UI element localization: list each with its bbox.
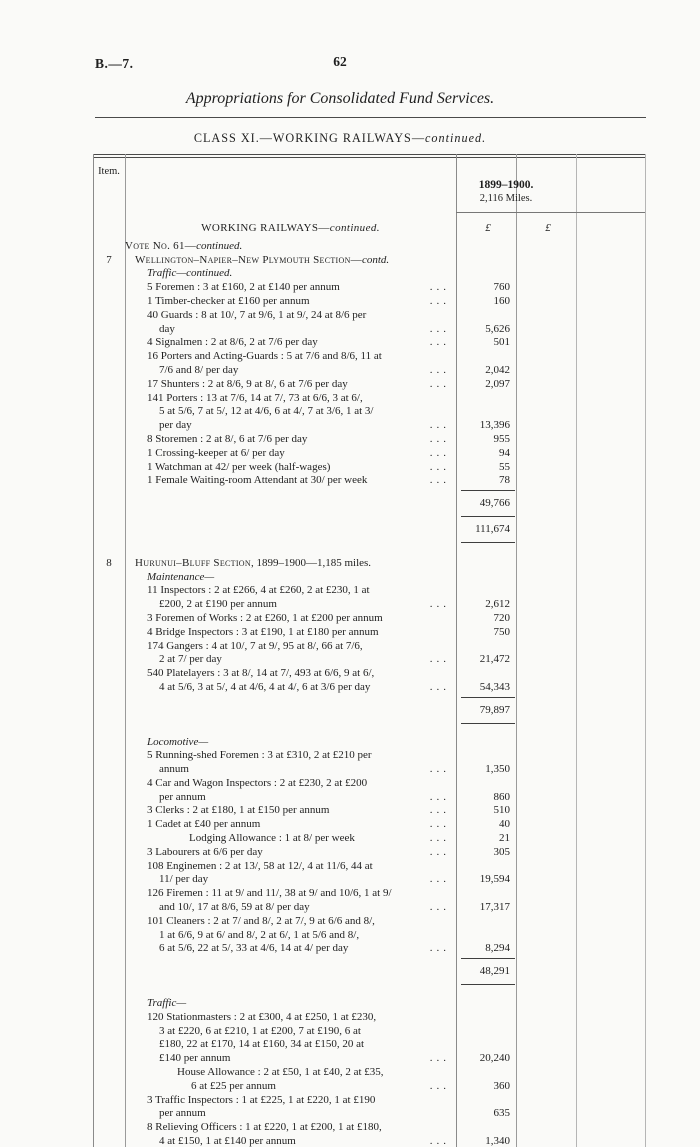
- description-line: [125, 791, 456, 805]
- table-row-entry: [93, 860, 645, 888]
- description-line: [125, 640, 456, 654]
- entry-text: 3 Labourers at 6/6 per day: [147, 845, 263, 858]
- description-cell: [125, 667, 458, 695]
- amount-value: 860: [493, 790, 510, 803]
- table-row-entry: [93, 1121, 645, 1147]
- description-line: [125, 378, 456, 392]
- description-cell: [125, 818, 458, 832]
- table-row-heading: [93, 222, 645, 236]
- description-cell: [125, 557, 458, 571]
- table-row-entry: [93, 846, 645, 860]
- description-line: [125, 681, 456, 695]
- description-cell: [125, 860, 458, 888]
- entry-text: 174 Gangers : 4 at 10/, 7 at 9/, 95 at 8/, 66 at 7/6,: [147, 639, 363, 652]
- table-row-entry: [93, 1066, 645, 1094]
- description-line: [125, 626, 456, 640]
- subtotal-rule: [461, 697, 515, 698]
- entry-text: 5 Foremen : 3 at £160, 2 at £140 per annum: [147, 281, 340, 294]
- description-line: [125, 254, 456, 268]
- row-gap: [93, 545, 645, 557]
- table-top-rule-2: [93, 157, 645, 158]
- dot-leader: ...: [429, 432, 450, 445]
- description-cell: [125, 887, 458, 915]
- description-line: [125, 267, 456, 281]
- description-line: [125, 1107, 456, 1121]
- description-line: [125, 942, 456, 956]
- period-header: 1899–1900.: [478, 179, 534, 191]
- amount-value: 360: [493, 1079, 510, 1092]
- amount-value: 49,766: [479, 497, 510, 510]
- entry-text: 1 Female Waiting-room Attendant at 30/ per week: [147, 474, 368, 487]
- description-line: [125, 667, 456, 681]
- dot-leader: ...: [429, 1079, 450, 1092]
- table-row-plain: [93, 997, 645, 1011]
- description-cell: [125, 1011, 458, 1066]
- dot-leader: ...: [429, 377, 450, 390]
- description-line: [125, 392, 456, 406]
- description-line: [125, 804, 456, 818]
- subtotal-rule: [461, 723, 515, 724]
- entry-text: per annum: [159, 1107, 206, 1120]
- description-line: [125, 281, 456, 295]
- entry-text: 1 Crossing-keeper at 6/ per day: [147, 446, 285, 459]
- description-cell: [125, 222, 458, 236]
- entry-text: per day: [159, 419, 192, 432]
- description-line: [125, 1135, 456, 1147]
- document-title: Appropriations for Consolidated Fund Services.: [185, 90, 495, 107]
- entry-text: 2 at 7/ per day: [159, 653, 222, 666]
- amount-value: 13,396: [479, 419, 510, 432]
- entry-text: 101 Cleaners : 2 at 7/ and 8/, 2 at 7/, 9 at 6/6 and 8/,: [147, 914, 375, 927]
- description-cell: [125, 584, 458, 612]
- description-cell: [125, 281, 458, 295]
- description-line: [125, 873, 456, 887]
- amount-value: 955: [493, 432, 510, 445]
- entry-text: 1 Watchman at 42/ per week (half-wages): [147, 460, 331, 473]
- description-line: [125, 1121, 456, 1135]
- table-row-entry: [93, 612, 645, 626]
- description-line: [125, 364, 456, 378]
- description-line: [125, 1066, 456, 1080]
- entry-text: 8 Storemen : 2 at 8/, 6 at 7/6 per day: [147, 432, 308, 445]
- description-cell: [125, 461, 458, 475]
- table-row-entry: [93, 777, 645, 805]
- amount-value: 54,343: [479, 680, 510, 693]
- entry-text: 6 at £25 per annum: [191, 1079, 276, 1092]
- description-line: [125, 929, 456, 943]
- row-gap: [93, 726, 645, 736]
- entry-text: 1 Timber-checker at £160 per annum: [147, 294, 310, 307]
- header-band-rule: [456, 212, 645, 213]
- entry-text: 40 Guards : 8 at 10/, 7 at 9/6, 1 at 9/, 24 at 8/6 per: [147, 308, 367, 321]
- amount-value: 635: [493, 1107, 510, 1120]
- description-cell: [125, 749, 458, 777]
- entry-text: 8 Relieving Officers : 1 at £220, 1 at £200, 1 at £180,: [147, 1121, 382, 1134]
- dot-leader: ...: [429, 653, 450, 666]
- description-cell: [125, 997, 458, 1011]
- text-fragment: Traffic—: [147, 997, 187, 1010]
- amount-col1-cell: [458, 540, 518, 545]
- description-line: [125, 419, 456, 433]
- description-cell: [125, 804, 458, 818]
- dot-leader: ...: [429, 322, 450, 335]
- text-fragment: Maintenance—: [147, 570, 215, 583]
- title-rule: [95, 117, 646, 118]
- text-fragment: , 1899–1900—1,185 miles.: [250, 556, 372, 569]
- description-line: [125, 598, 456, 612]
- dot-leader: ...: [429, 336, 450, 349]
- entry-text: £200, 2 at £190 per annum: [159, 598, 277, 611]
- description-line: [125, 405, 456, 419]
- table-row-entry: [93, 295, 645, 309]
- description-line: [125, 1052, 456, 1066]
- entry-text: 3 at £220, 6 at £210, 1 at £200, 7 at £190, 6 at: [159, 1024, 361, 1037]
- dot-leader: ...: [429, 460, 450, 473]
- class-heading-main: CLASS XI.—WORKING RAILWAYS—: [193, 131, 426, 145]
- entry-text: £180, 22 at £170, 14 at £160, 34 at £150, 20 at: [159, 1038, 365, 1051]
- description-line: [125, 777, 456, 791]
- amount-value: 40: [499, 818, 510, 831]
- text-fragment: Traffic—continued.: [147, 267, 233, 280]
- subtotal-rule: [461, 490, 515, 491]
- dot-leader: ...: [429, 363, 450, 376]
- description-cell: [125, 1094, 458, 1122]
- table-row-entry: [93, 474, 645, 488]
- description-line: [125, 461, 456, 475]
- dot-leader: ...: [429, 901, 450, 914]
- subtotal-rule: [461, 958, 515, 959]
- description-cell: [125, 846, 458, 860]
- amount-value: 21: [499, 832, 510, 845]
- entry-text: 126 Firemen : 11 at 9/ and 11/, 38 at 9/ and 10/6, 1 at 9/: [147, 887, 392, 900]
- table-row-entry: [93, 461, 645, 475]
- description-line: [125, 612, 456, 626]
- entry-text: 4 at 5/6, 3 at 5/, 4 at 4/6, 4 at 4/, 6 at 3/6 per day: [159, 680, 371, 693]
- currency-symbol-1: £: [485, 222, 491, 234]
- amount-value: 510: [493, 804, 510, 817]
- description-cell: [125, 832, 458, 846]
- description-line: [125, 433, 456, 447]
- table-row-entry: [93, 640, 645, 668]
- table-row-entry: [93, 584, 645, 612]
- table-row-entry: [93, 336, 645, 350]
- description-line: [125, 887, 456, 901]
- description-line: [125, 846, 456, 860]
- text-fragment: Locomotive—: [147, 735, 209, 748]
- amount-value: 17,317: [479, 901, 510, 914]
- description-cell: [125, 915, 458, 956]
- dot-leader: ...: [429, 1052, 450, 1065]
- description-line: [125, 749, 456, 763]
- class-heading-continued: continued.: [425, 131, 487, 145]
- entry-text: 5 at 5/6, 7 at 5/, 12 at 4/6, 6 at 4/, 7 at 3/6, 1 at 3/: [159, 405, 374, 418]
- description-line: [125, 1094, 456, 1108]
- table-row-plain: [93, 240, 645, 254]
- entry-text: House Allowance : 2 at £50, 1 at £40, 2 at £35,: [177, 1066, 384, 1079]
- entry-text: annum: [159, 763, 189, 776]
- entry-text: 6 at 5/6, 22 at 5/, 33 at 4/6, 14 at 4/ per day: [159, 942, 349, 955]
- description-line: [125, 350, 456, 364]
- entry-text: 3 Clerks : 2 at £180, 1 at £150 per annum: [147, 804, 330, 817]
- entry-text: 4 Bridge Inspectors : 3 at £190, 1 at £180 per annum: [147, 625, 379, 638]
- page-number: 62: [333, 54, 347, 69]
- description-line: [125, 584, 456, 598]
- dot-leader: ...: [429, 942, 450, 955]
- amount-value: 160: [493, 294, 510, 307]
- description-cell: [125, 626, 458, 640]
- description-line: [125, 240, 456, 254]
- amount-value: 20,240: [479, 1052, 510, 1065]
- amount-value: 111,674: [475, 522, 510, 535]
- entry-text: 4 Car and Wagon Inspectors : 2 at £230, 2 at £200: [147, 776, 368, 789]
- doc-reference: B.—7.: [95, 56, 134, 71]
- subtotal-rule: [461, 542, 515, 543]
- dot-leader: ...: [429, 804, 450, 817]
- table-row-entry: [93, 749, 645, 777]
- description-line: [125, 1080, 456, 1094]
- table-row-plain: [93, 254, 645, 268]
- table-row-amount: [93, 519, 645, 540]
- table-row-amount: [93, 493, 645, 514]
- description-cell: [125, 392, 458, 433]
- amount-col1-cell: [458, 721, 518, 726]
- table-body: [93, 218, 645, 1147]
- description-line: [125, 832, 456, 846]
- entry-text: 141 Porters : 13 at 7/6, 14 at 7/, 73 at 6/6, 3 at 6/,: [147, 391, 363, 404]
- item-number: 7: [106, 253, 112, 266]
- entry-text: 108 Enginemen : 2 at 13/, 58 at 12/, 4 at 11/6, 44 at: [147, 859, 373, 872]
- description-line: [125, 557, 456, 571]
- description-cell: [125, 378, 458, 392]
- table-row-entry: [93, 915, 645, 956]
- table-row-entry: [93, 832, 645, 846]
- amount-value: 55: [499, 460, 510, 473]
- amount-value: 5,626: [485, 322, 510, 335]
- dot-leader: ...: [429, 845, 450, 858]
- description-line: [125, 336, 456, 350]
- amount-value: 1,340: [485, 1135, 510, 1147]
- description-line: [125, 763, 456, 777]
- text-fragment: continued.: [196, 239, 243, 252]
- amount-value: 2,097: [485, 377, 510, 390]
- dot-leader: ...: [429, 446, 450, 459]
- dot-leader: ...: [429, 873, 450, 886]
- description-line: [125, 915, 456, 929]
- table-row-amount: [93, 961, 645, 982]
- amount-value: 760: [493, 281, 510, 294]
- table-row-entry: [93, 667, 645, 695]
- entry-text: 4 at £150, 1 at £140 per annum: [159, 1135, 296, 1147]
- description-line: [125, 901, 456, 915]
- amount-value: 720: [493, 611, 510, 624]
- amount-value: 21,472: [479, 653, 510, 666]
- text-fragment: contd.: [361, 253, 390, 266]
- dot-leader: ...: [429, 419, 450, 432]
- description-cell: [125, 447, 458, 461]
- subtotal-rule: [461, 516, 515, 517]
- table-row-entry: [93, 378, 645, 392]
- dot-leader: ...: [429, 818, 450, 831]
- description-line: [125, 323, 456, 337]
- table-row-entry: [93, 818, 645, 832]
- table-row-entry: [93, 804, 645, 818]
- table-top-rule-1: [93, 154, 645, 155]
- dot-leader: ...: [429, 294, 450, 307]
- amount-value: 8,294: [485, 942, 510, 955]
- text-fragment: WORKING RAILWAYS—: [201, 222, 330, 234]
- amount-value: 19,594: [479, 873, 510, 886]
- dot-leader: ...: [429, 680, 450, 693]
- description-line: [125, 818, 456, 832]
- item-number: 8: [106, 556, 112, 569]
- entry-text: 11 Inspectors : 2 at £266, 4 at £260, 2 at £230, 1 at: [147, 584, 370, 597]
- description-line: [125, 571, 456, 585]
- table-row-entry: [93, 1011, 645, 1066]
- entry-text: 5 Running-shed Foremen : 3 at £310, 2 at £210 per: [147, 749, 372, 762]
- miles-header: 2,116 Miles.: [479, 193, 533, 204]
- description-line: [125, 860, 456, 874]
- description-cell: [125, 1121, 458, 1147]
- description-line: [125, 997, 456, 1011]
- entry-text: £140 per annum: [159, 1052, 231, 1065]
- entry-text: and 10/, 17 at 8/6, 59 at 8/ per day: [159, 901, 310, 914]
- description-cell: [125, 777, 458, 805]
- class-heading: [0, 131, 680, 146]
- table-border-right: [645, 154, 646, 1147]
- description-line: [125, 309, 456, 323]
- text-fragment: Hurunui–Bluff Section: [135, 556, 251, 569]
- entry-text: 3 Traffic Inspectors : 1 at £225, 1 at £220, 1 at £190: [147, 1093, 376, 1106]
- description-cell: [125, 267, 458, 281]
- table-row-entry: [93, 626, 645, 640]
- description-cell: [125, 254, 458, 268]
- description-cell: [125, 240, 458, 254]
- entry-text: 3 Foremen of Works : 2 at £260, 1 at £200 per annum: [147, 611, 383, 624]
- table-row-amount: [93, 700, 645, 721]
- table-row-entry: [93, 887, 645, 915]
- amount-value: 79,897: [479, 703, 510, 716]
- item-column-header: Item.: [98, 166, 120, 177]
- entry-text: 120 Stationmasters : 2 at £300, 4 at £250, 1 at £230,: [147, 1010, 377, 1023]
- description-cell: [125, 309, 458, 337]
- entry-text: per annum: [159, 790, 206, 803]
- table-row-plain: [93, 557, 645, 571]
- row-gap: [93, 987, 645, 997]
- text-fragment: Wellington–Napier–New Plymouth Section—: [135, 253, 362, 266]
- entry-text: Lodging Allowance : 1 at 8/ per week: [189, 832, 355, 845]
- text-fragment: continued.: [329, 222, 380, 234]
- description-line: [125, 1025, 456, 1039]
- table-row-entry: [93, 392, 645, 433]
- description-line: [125, 736, 456, 750]
- subtotal-rule: [461, 984, 515, 985]
- amount-value: 94: [499, 446, 510, 459]
- description-cell: [125, 640, 458, 668]
- description-cell: [125, 474, 458, 488]
- text-fragment: Vote No. 61—: [125, 239, 197, 252]
- entry-text: day: [159, 322, 175, 335]
- entry-text: 16 Porters and Acting-Guards : 5 at 7/6 and 8/6, 11 at: [147, 350, 382, 363]
- description-cell: [125, 336, 458, 350]
- description-cell: [125, 1066, 458, 1094]
- table-row-entry: [93, 350, 645, 378]
- dot-leader: ...: [429, 474, 450, 487]
- entry-text: 11/ per day: [159, 873, 209, 886]
- description-cell: [125, 612, 458, 626]
- description-line: [125, 474, 456, 488]
- entry-text: 540 Platelayers : 3 at 8/, 14 at 7/, 493 at 6/6, 9 at 6/,: [147, 667, 375, 680]
- description-line: [125, 295, 456, 309]
- table-row-plain: [93, 736, 645, 750]
- entry-text: 1 Cadet at £40 per annum: [147, 818, 261, 831]
- amount-value: 501: [493, 336, 510, 349]
- entry-text: 7/6 and 8/ per day: [159, 363, 239, 376]
- dot-leader: ...: [429, 1135, 450, 1147]
- description-cell: [125, 350, 458, 378]
- description-line: [125, 222, 456, 236]
- entry-text: 4 Signalmen : 2 at 8/6, 2 at 7/6 per day: [147, 336, 318, 349]
- dot-leader: ...: [429, 763, 450, 776]
- dot-leader: ...: [429, 790, 450, 803]
- amount-value: 305: [493, 845, 510, 858]
- table-row-plain: [93, 267, 645, 281]
- description-cell: [125, 433, 458, 447]
- description-line: [125, 1038, 456, 1052]
- description-cell: [125, 295, 458, 309]
- table-row-entry: [93, 447, 645, 461]
- amount-value: 48,291: [479, 965, 510, 978]
- description-cell: [125, 736, 458, 750]
- table-row-entry: [93, 1094, 645, 1122]
- description-line: [125, 1011, 456, 1025]
- dot-leader: ...: [429, 832, 450, 845]
- description-cell: [125, 571, 458, 585]
- amount-value: 1,350: [485, 763, 510, 776]
- table-row-entry: [93, 433, 645, 447]
- amount-col1-cell: [458, 982, 518, 987]
- dot-leader: ...: [429, 281, 450, 294]
- amount-value: 78: [499, 474, 510, 487]
- currency-symbol-2: £: [545, 222, 551, 234]
- description-line: [125, 447, 456, 461]
- amount-value: 750: [493, 625, 510, 638]
- table-row-plain: [93, 571, 645, 585]
- table-row-entry: [93, 309, 645, 337]
- description-line: [125, 653, 456, 667]
- entry-text: 17 Shunters : 2 at 8/6, 9 at 8/, 6 at 7/6 per day: [147, 377, 348, 390]
- table-row-entry: [93, 281, 645, 295]
- dot-leader: ...: [429, 598, 450, 611]
- entry-text: 1 at 6/6, 9 at 6/ and 8/, 2 at 6/, 1 at 5/6 and 8/,: [159, 928, 360, 941]
- amount-value: 2,612: [485, 598, 510, 611]
- amount-value: 2,042: [485, 363, 510, 376]
